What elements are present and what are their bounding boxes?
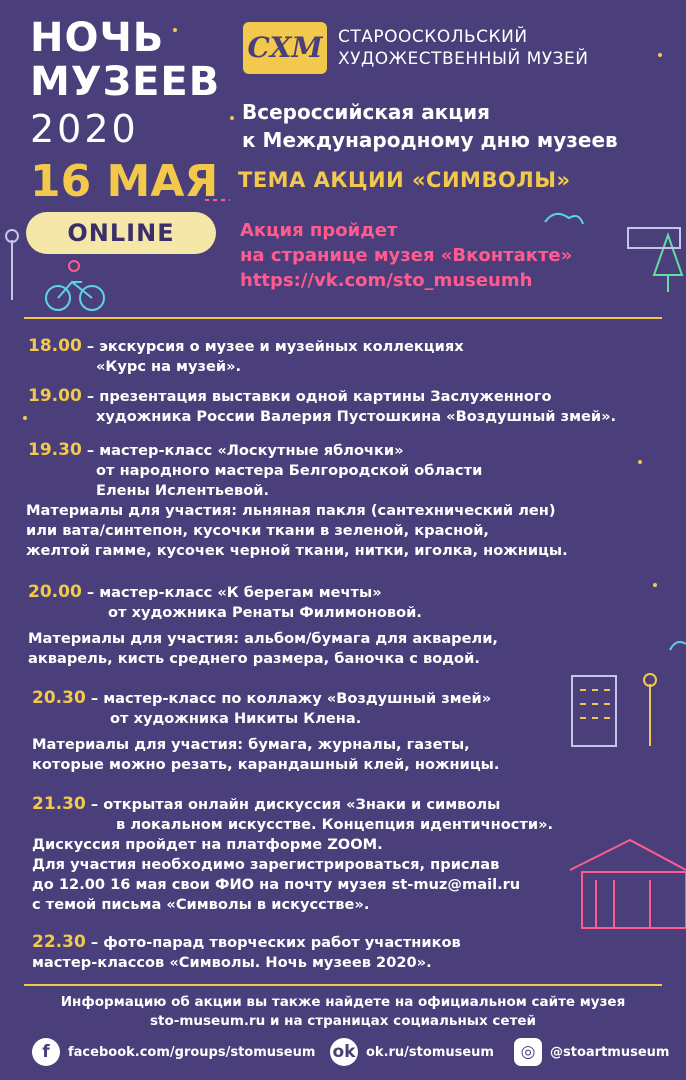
event-theme: ТЕМА АКЦИИ «СИМВОЛЫ» [238,168,571,192]
note-text: Для участия необходимо зарегистрироваться, прислав [32,856,500,873]
vk-line2: на странице музея «Вконтакте» [240,245,573,266]
event-subheading [242,98,618,154]
schedule-item-2230 [32,932,461,973]
event-title-line1: НОЧЬ [30,15,165,61]
divider-bottom [24,984,662,986]
schedule-item-2130 [32,794,553,915]
schedule-text: от художника Ренаты Филимоновой. [108,604,422,621]
museum-name-line2: ХУДОЖЕСТВЕННЫЙ МУЗЕЙ [338,49,589,69]
vk-line1: Акция пройдет [240,220,398,241]
materials-text: акварель, кисть среднего размера, баночка с водой. [28,650,480,667]
footer-info-line1: Информацию об акции вы также найдете на официальном сайте музея [60,994,626,1010]
schedule-text: – открытая онлайн дискуссия «Знаки и символы [85,796,501,813]
schedule-text: «Курс на музей». [96,358,242,375]
materials-text: желтой гамме, кусочек черной ткани, нитки, иголка, ножницы. [26,542,568,559]
schedule-text: – мастер-класс «К берегам мечты» [81,584,382,601]
schedule-time: 19.00 [28,386,82,406]
facebook-url[interactable]: facebook.com/groups/stomuseum [68,1044,316,1060]
museum-logo: СХМ [243,22,327,74]
event-year: 2020 [30,107,139,151]
materials-text: Материалы для участия: альбом/бумага для акварели, [28,630,498,647]
instagram-handle[interactable]: @stoartmuseum [550,1044,670,1060]
schedule-time: 20.00 [28,582,82,602]
instagram-icon: ◎ [514,1038,542,1066]
schedule-text: – мастер-класс по коллажу «Воздушный змей» [85,690,492,707]
schedule-text: – презентация выставки одной картины Заслуженного [81,388,552,405]
schedule-text: от художника Никиты Клена. [110,710,362,727]
schedule-text: в локальном искусстве. Концепция идентичности». [116,816,554,833]
facebook-icon: f [32,1038,60,1066]
schedule-item-2000 [28,582,498,669]
event-title-line2: МУЗЕЕВ [30,59,221,105]
event-date: 16 МАЯ [30,156,219,207]
subheading-line2: к Международному дню музеев [242,128,618,152]
schedule-time: 19.30 [28,440,82,460]
schedule-time: 18.00 [28,336,82,356]
vk-announcement [240,218,572,293]
schedule-item-1800 [28,336,464,377]
museum-name-line1: СТАРООСКОЛЬСКИЙ [338,27,528,47]
instagram-link[interactable] [514,1038,669,1066]
schedule-time: 21.30 [32,794,86,814]
schedule-text: – мастер-класс «Лоскутные яблочки» [81,442,404,459]
facebook-link[interactable] [32,1038,315,1066]
schedule-item-2030 [32,688,499,775]
schedule-time: 22.30 [32,932,86,952]
schedule-text: мастер-классов «Символы. Ночь музеев 2020». [32,954,432,971]
vk-link[interactable]: https://vk.com/sto_museumh [240,270,533,291]
materials-text: или вата/синтепон, кусочки ткани в зеленой, красной, [26,522,489,539]
schedule-text: от народного мастера Белгородской области [96,462,483,479]
schedule-item-1930 [28,440,568,561]
materials-text: которые можно резать, карандашный клей, ножницы. [32,756,500,773]
footer-info [0,993,686,1031]
schedule-text: художника России Валерия Пустошкина «Воздушный змей». [96,408,617,425]
online-badge: ONLINE [26,212,216,254]
schedule-time: 20.30 [32,688,86,708]
note-text: до 12.00 16 мая свои ФИО на почту музея st-muz@mail.ru [32,876,521,893]
divider-top [24,317,662,319]
schedule-text: – фото-парад творческих работ участников [85,934,461,951]
note-text: с темой письма «Символы в искусстве». [32,896,370,913]
note-text: Дискуссия пройдет на платформе ZOOM. [32,836,383,853]
schedule-item-1900 [28,386,616,427]
schedule-text: – экскурсия о музее и музейных коллекциях [81,338,464,355]
ok-url[interactable]: ok.ru/stomuseum [366,1044,494,1060]
materials-text: Материалы для участия: бумага, журналы, газеты, [32,736,470,753]
museum-name [338,26,588,70]
ok-link[interactable] [330,1038,494,1066]
materials-text: Материалы для участия: льняная пакля (сантехнический лен) [26,502,556,519]
subheading-line1: Всероссийская акция [242,100,490,124]
odnoklassniki-icon: ok [330,1038,358,1066]
schedule-text: Елены Ислентьевой. [96,482,270,499]
footer-info-line2: sto-museum.ru и на страницах социальных сетей [149,1013,537,1029]
